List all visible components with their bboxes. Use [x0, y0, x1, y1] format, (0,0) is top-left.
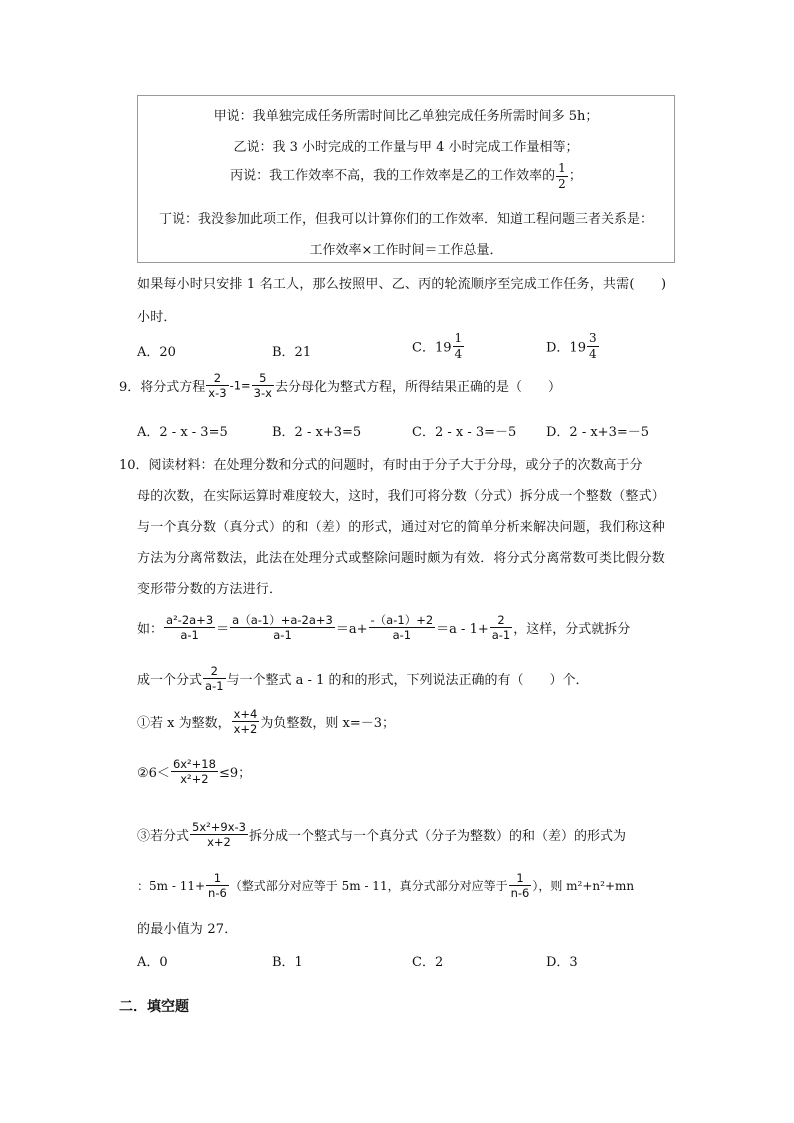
fraction-denominator: x-3: [208, 386, 227, 401]
q10-split: [137, 665, 588, 692]
fraction: [556, 162, 568, 190]
q8-option-c[interactable]: [412, 332, 465, 360]
statement-bing-end: ；: [568, 168, 582, 184]
fraction-numerator: 1: [509, 872, 532, 886]
q8-option-b[interactable]: B．21: [272, 345, 312, 360]
example-label: 如：: [137, 622, 164, 638]
q9-text: 9．将分式方程: [119, 380, 206, 396]
fraction-numerator: 2: [206, 372, 228, 386]
fraction: [252, 372, 274, 399]
fraction: [587, 332, 599, 360]
fraction-numerator: 1: [558, 161, 566, 175]
q10-line4: 方法为分离常数法，此法在处理分式或整除问题时颇为有效．将分式分离常数可类比假分数: [137, 551, 666, 566]
q10-statement-3: [137, 821, 626, 848]
statement-2-text: ②6＜: [137, 766, 170, 782]
fraction: [171, 758, 218, 785]
fraction-denominator: 3-x: [253, 386, 272, 401]
example-text-end: ，这样，分式就拆分: [513, 622, 631, 638]
equals-sign: ＝a - 1+: [436, 622, 489, 638]
equals-sign: ＝: [216, 622, 230, 638]
q9-option-d[interactable]: D．2 - x+3=－5: [546, 425, 650, 440]
q10-line5: 变形带分数的方法进行．: [137, 582, 283, 597]
q10-statement-2: [137, 758, 251, 785]
q8-option-d[interactable]: [546, 332, 600, 360]
statement-2-end: ≤9；: [218, 766, 252, 782]
fraction-numerator: 2: [203, 665, 226, 679]
fraction-denominator: 4: [454, 346, 463, 361]
q10-option-a[interactable]: A．0: [137, 955, 168, 970]
q10-line3: 与一个真分数（真分式）的和（差）的形式，通过对它的简单分析来解决问题，我们称这种: [137, 520, 666, 535]
fraction-denominator: a-1: [392, 628, 412, 643]
q10-option-d[interactable]: D．3: [546, 955, 578, 970]
statement-3b-mid: （整式部分对应等于 5m - 11，真分式部分对应等于: [229, 879, 508, 894]
fraction-numerator: x+4: [233, 707, 258, 721]
fraction-denominator: x²+2: [180, 772, 209, 787]
fraction-denominator: 4: [588, 346, 597, 361]
fraction-denominator: a-1: [205, 679, 224, 694]
fraction: [453, 332, 465, 360]
fraction-numerator: 5: [252, 372, 274, 386]
q10-line2: 母的次数，在实际运算时难度较大，这时，我们可将分数（分式）拆分成一个整数（整式）: [137, 489, 666, 504]
fraction-denominator: n-6: [208, 886, 227, 901]
fraction: [203, 665, 226, 692]
equals-sign: ＝a+: [335, 622, 368, 638]
fraction-numerator: a（a-1）+a-2a+3: [232, 613, 333, 627]
q10-option-b[interactable]: B．1: [272, 955, 303, 970]
fraction-numerator: 1: [206, 872, 229, 886]
statement-1-end: 为负整数，则 x=－3；: [260, 716, 396, 732]
statement-jia: 甲说：我单独完成任务所需时间比乙单独完成任务所需时间多 5h；: [213, 109, 599, 124]
statement-1-text: ①若 x 为整数，: [137, 716, 231, 732]
q10-statement-3c: 的最小值为 27．: [137, 922, 238, 937]
q10-line1: 10．阅读材料：在处理分数和分式的问题时，有时由于分子大于分母，或分子的次数高于分: [119, 458, 643, 473]
fraction: [206, 872, 229, 899]
fraction: [230, 614, 335, 641]
statement-box: [137, 95, 675, 263]
statement-3b-text: ：5m - 11+: [137, 879, 206, 894]
fraction: [509, 872, 532, 899]
q9-option-c[interactable]: C．2 - x - 3=－5: [412, 425, 517, 440]
q9-math: -1=: [229, 378, 251, 393]
fraction-numerator: 6x²+18: [172, 757, 216, 771]
fraction-denominator: a-1: [491, 628, 511, 643]
q9-option-a[interactable]: A．2 - x - 3=5: [137, 425, 228, 440]
fraction: [190, 821, 248, 848]
q8-option-c-label: C．19: [412, 340, 452, 356]
fraction-denominator: a-1: [273, 628, 292, 643]
q10-example: [137, 614, 630, 641]
fraction: [490, 614, 513, 641]
section-heading-fill-in: 二．填空题: [119, 999, 189, 1015]
q9-option-b[interactable]: B．2 - x+3=5: [272, 425, 362, 440]
q10-statement-3b: [137, 872, 634, 899]
q8-option-a[interactable]: A．20: [137, 345, 176, 360]
statement-3-text: ③若分式: [137, 829, 190, 845]
fraction-numerator: 5x²+9x-3: [192, 820, 246, 834]
statement-yi: 乙说：我 3 小时完成的工作量与甲 4 小时完成工作量相等；: [233, 140, 579, 155]
statement-bing: [138, 162, 674, 190]
fraction-numerator: 2: [490, 614, 513, 628]
fraction-denominator: 2: [558, 176, 566, 191]
q8-option-d-label: D．19: [546, 340, 586, 356]
q10-statement-1: [137, 708, 395, 735]
fraction-denominator: n-6: [510, 886, 530, 901]
q8-line2: 小时．: [137, 310, 177, 325]
q10-option-c[interactable]: C．2: [412, 955, 444, 970]
fraction-numerator: -（a-1）+2: [370, 613, 434, 627]
fraction-denominator: x+2: [233, 722, 258, 737]
fraction-numerator: 1: [454, 331, 463, 345]
statement-ding: 丁说：我没参加此项工作，但我可以计算你们的工作效率．知道工程问题三者关系是：: [158, 212, 653, 227]
statement-3-end: 拆分成一个整式与一个真分式（分子为整数）的和（差）的形式为: [248, 829, 626, 845]
q9-stem: [119, 372, 561, 399]
fraction-denominator: x+2: [207, 835, 231, 850]
fraction-numerator: a²-2a+3: [166, 613, 214, 627]
q8-line1: 如果每小时只安排 1 名工人，那么按照甲、乙、丙的轮流顺序至完成工作任务，共需( ): [137, 277, 667, 292]
fraction: [369, 614, 436, 641]
statement-3b-end: ），则 m²+n²+mn: [532, 879, 635, 894]
statement-bing-text: 丙说：我工作效率不高，我的工作效率是乙的工作效率的: [230, 168, 556, 184]
fraction: [206, 372, 228, 399]
statement-formula: 工作效率×工作时间＝工作总量．: [309, 243, 503, 258]
split-text: 成一个分式: [137, 673, 203, 689]
q9-text-end: 去分母化为整式方程，所得结果正确的是（ ）: [274, 380, 561, 396]
fraction: [164, 614, 215, 641]
fraction-numerator: 3: [588, 331, 597, 345]
fraction-denominator: a-1: [180, 628, 199, 643]
fraction: [232, 708, 260, 735]
split-text-end: 与一个整式 a - 1 的和的形式，下列说法正确的有（ ）个．: [226, 673, 589, 689]
